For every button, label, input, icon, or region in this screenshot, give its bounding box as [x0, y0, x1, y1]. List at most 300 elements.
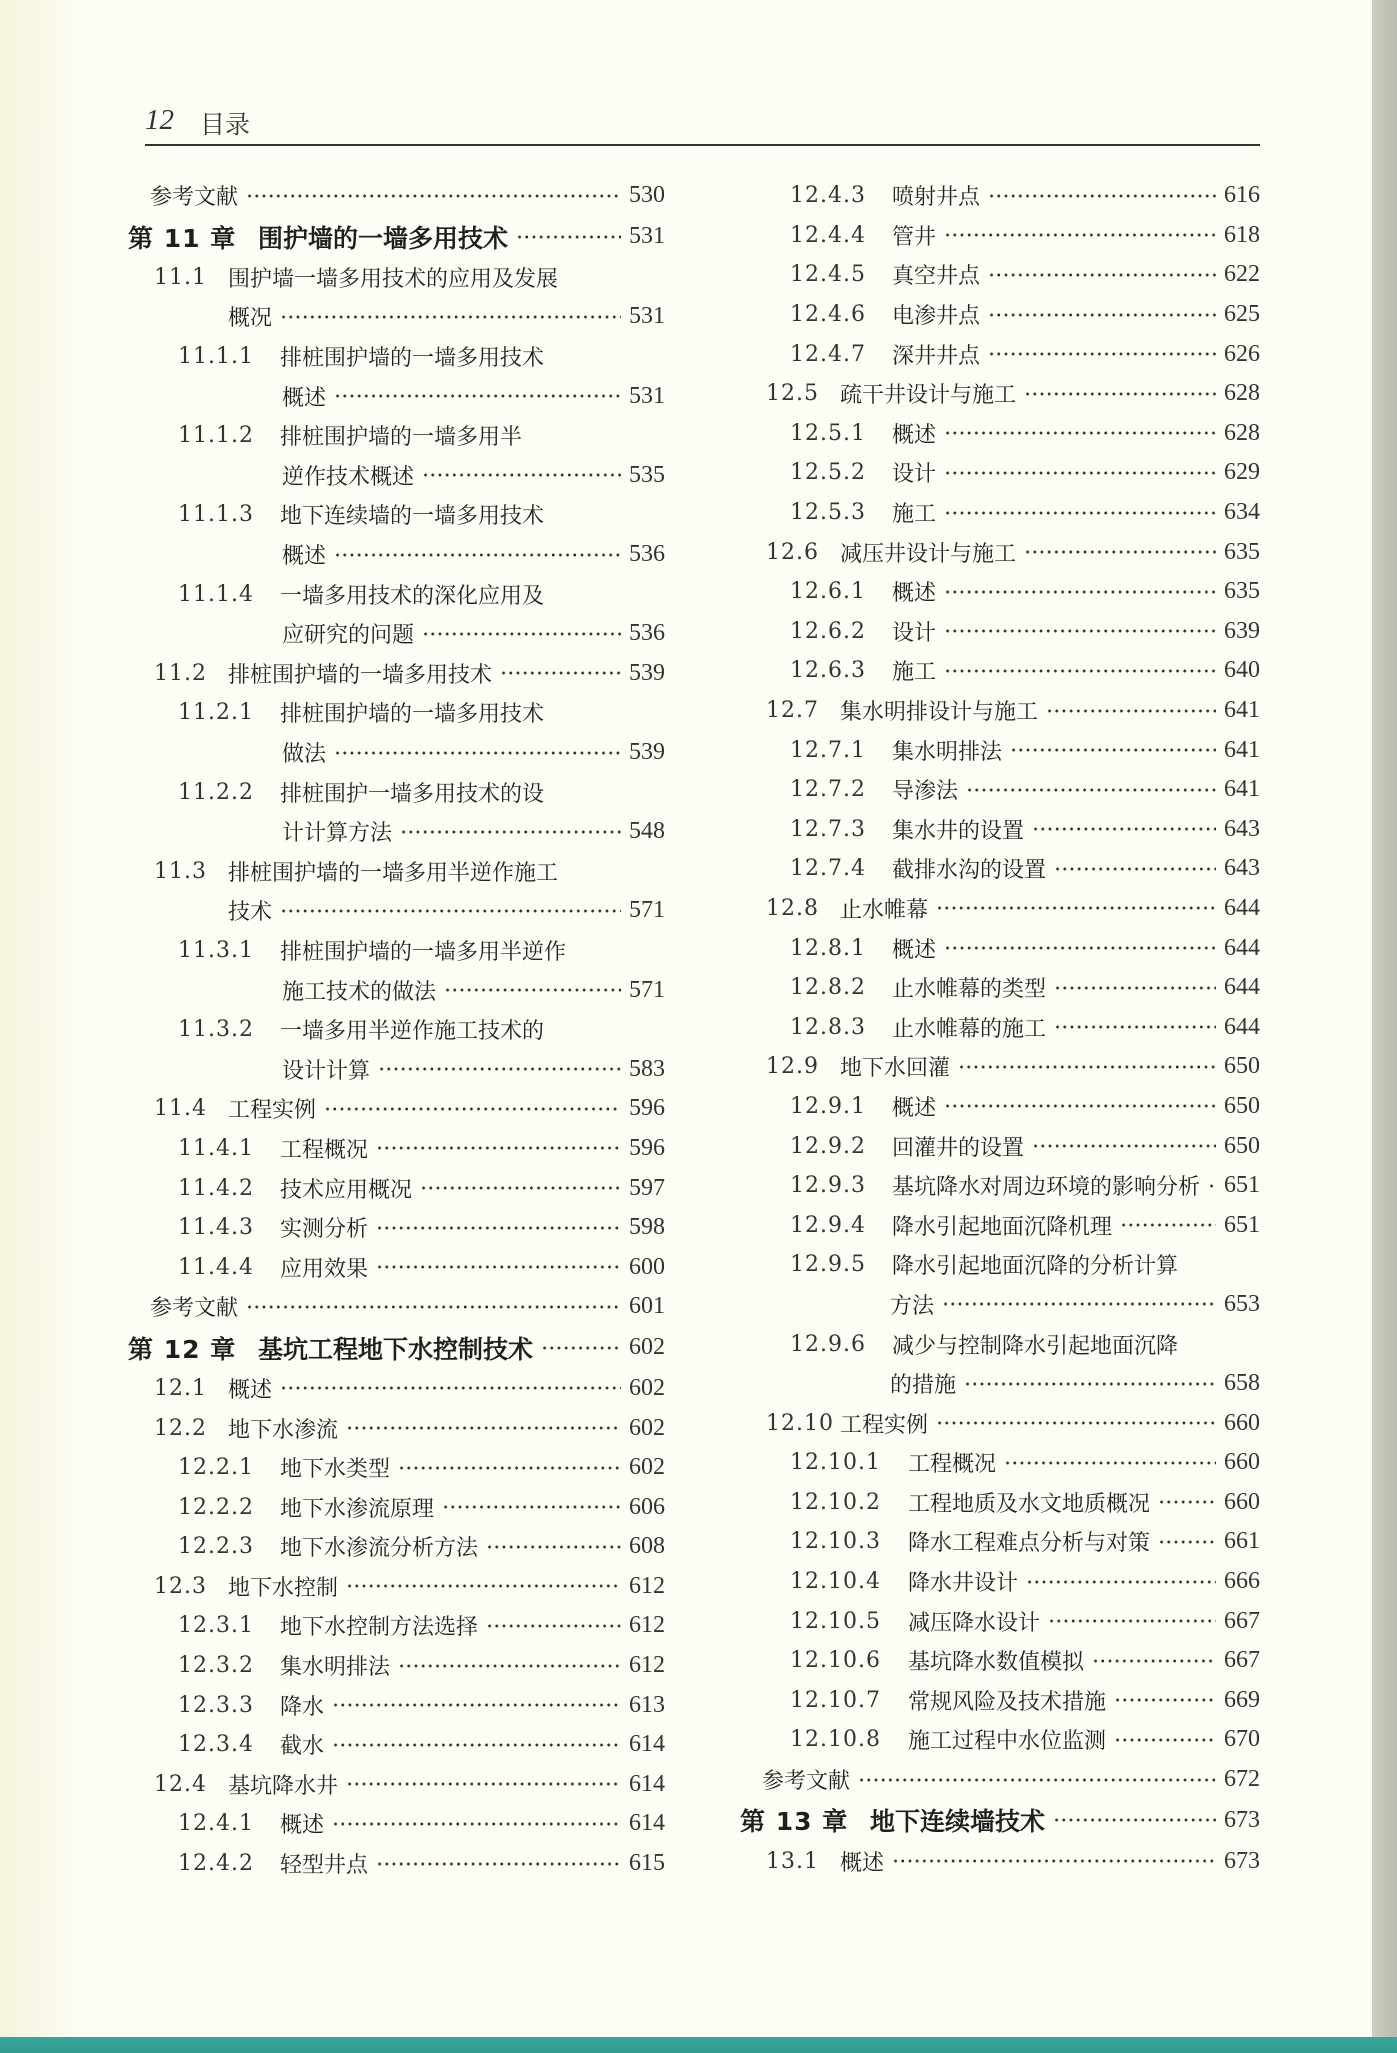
section-title: 设计: [892, 620, 937, 646]
section-number: 12.6.2: [790, 618, 866, 644]
section-title: 集水明排法: [892, 739, 1003, 765]
section-number: 12.10.3: [790, 1529, 881, 1555]
toc-entry[interactable]: [128, 1049, 665, 1089]
page-ref: 643: [1224, 815, 1260, 842]
dot-leader: [420, 1178, 621, 1198]
dot-leader: [1004, 1453, 1216, 1473]
section-title: 地下水渗流原理: [280, 1496, 435, 1522]
page-ref: 615: [629, 1850, 665, 1877]
section-number: 12.10.8: [790, 1727, 881, 1753]
toc-entry[interactable]: [740, 1166, 1260, 1206]
dot-leader: [944, 463, 1216, 483]
toc-entry[interactable]: [128, 1129, 665, 1169]
section-title: 概述: [840, 1850, 885, 1876]
dot-leader: [944, 621, 1216, 641]
section-title: 技术应用概况: [280, 1177, 413, 1203]
dot-leader: [958, 1057, 1216, 1077]
section-title: 真空井点: [892, 264, 981, 290]
section-number: 12.3.4: [178, 1732, 254, 1758]
toc-entry[interactable]: [740, 1205, 1260, 1245]
page-ref: 600: [629, 1253, 665, 1280]
section-title: 基坑工程地下水控制技术: [258, 1334, 534, 1364]
section-number: 11.1: [154, 264, 207, 290]
toc-entry[interactable]: [128, 1369, 665, 1409]
dot-leader: [422, 465, 621, 485]
section-title: 概述: [892, 581, 937, 607]
page-ref: 539: [629, 739, 665, 766]
page-ref: 602: [629, 1414, 665, 1441]
section-title: 的措施: [890, 1373, 957, 1399]
section-title: 电渗井点: [892, 304, 981, 330]
section-title: 逆作技术概述: [282, 464, 415, 490]
toc-entry[interactable]: [740, 1681, 1260, 1721]
running-header: [145, 100, 1260, 146]
toc-entry[interactable]: [740, 849, 1260, 889]
page-ref: 531: [629, 223, 665, 250]
section-title: 排桩围护墙的一墙多用半逆作施工: [228, 860, 559, 886]
page-ref: 672: [1224, 1766, 1260, 1793]
section-number: 12.9: [766, 1054, 819, 1080]
toc-entry[interactable]: [128, 416, 665, 456]
toc-entry[interactable]: [740, 1483, 1260, 1523]
dot-leader: [1032, 819, 1216, 839]
section-title: 止水帷幕的类型: [892, 977, 1047, 1003]
dot-leader: [944, 503, 1216, 523]
toc-entry[interactable]: [740, 1841, 1260, 1881]
toc-entry[interactable]: [740, 414, 1260, 454]
page-ref: 641: [1224, 697, 1260, 724]
section-title: 施工过程中水位监测: [908, 1729, 1107, 1755]
toc-entry[interactable]: [740, 1443, 1260, 1483]
toc-entry[interactable]: [740, 334, 1260, 374]
dot-leader: [944, 1096, 1216, 1116]
page-ref: 598: [629, 1214, 665, 1241]
section-number: 12.9.2: [790, 1133, 866, 1159]
section-number: 12.8.2: [790, 975, 866, 1001]
section-title: 基坑降水井: [228, 1773, 339, 1799]
section-number: 11.1.2: [178, 423, 254, 449]
section-title: 围护墙一墙多用技术的应用及发展: [228, 266, 559, 292]
toc-entry[interactable]: [128, 456, 665, 496]
toc-entry[interactable]: [740, 493, 1260, 533]
toc-entry[interactable]: [740, 176, 1260, 216]
section-title: 常规风险及技术措施: [908, 1689, 1107, 1715]
toc-entry[interactable]: [740, 1245, 1260, 1285]
dot-leader: [378, 1059, 621, 1079]
toc-entry[interactable]: [740, 1324, 1260, 1364]
dot-leader: [422, 624, 621, 644]
toc-entry[interactable]: [128, 376, 665, 416]
toc-entry[interactable]: [128, 812, 665, 852]
toc-entry[interactable]: [740, 770, 1260, 810]
dot-leader: [1054, 978, 1216, 998]
section-title: 导渗法: [892, 779, 959, 805]
section-title: 设计计算: [282, 1058, 371, 1084]
dot-leader: [858, 1770, 1216, 1790]
section-number: 12.3.2: [178, 1653, 254, 1679]
section-title: 截水: [280, 1734, 325, 1760]
section-number: 11.4: [154, 1096, 207, 1122]
page-ref: 651: [1224, 1172, 1260, 1199]
page-ref: 597: [629, 1174, 665, 1201]
dot-leader: [346, 1774, 621, 1794]
section-number: 12.2.1: [178, 1455, 254, 1481]
page-ref: 666: [1224, 1568, 1260, 1595]
toc-entry[interactable]: [128, 1844, 665, 1884]
section-title: 概述: [280, 1813, 325, 1839]
toc-entry[interactable]: [740, 1007, 1260, 1047]
section-number: 12.4.5: [790, 262, 866, 288]
dot-leader: [332, 1814, 621, 1834]
section-number: 12.8.3: [790, 1014, 866, 1040]
dot-leader: [376, 1854, 621, 1874]
section-number: 12.10.5: [790, 1608, 881, 1634]
section-number: 11.4.1: [178, 1135, 254, 1161]
toc-entry[interactable]: [740, 1601, 1260, 1641]
toc-entry[interactable]: [128, 495, 665, 535]
section-title: 计计算方法: [282, 821, 393, 847]
toc-entry[interactable]: [740, 453, 1260, 493]
toc-entry[interactable]: [128, 1487, 665, 1527]
toc-entry[interactable]: [128, 1448, 665, 1488]
section-title: 排桩围护一墙多用技术的设: [280, 781, 545, 807]
dot-leader: [1024, 542, 1216, 562]
section-title: 做法: [282, 742, 327, 768]
toc-entry[interactable]: [740, 255, 1260, 295]
section-number: 11.2.2: [178, 779, 254, 805]
section-number: 12.10: [766, 1410, 834, 1436]
dot-leader: [332, 1695, 621, 1715]
toc-entry[interactable]: [128, 614, 665, 654]
toc-entry[interactable]: [740, 532, 1260, 572]
toc-entry[interactable]: [740, 1641, 1260, 1681]
dot-leader: [500, 663, 621, 683]
toc-entry[interactable]: [740, 1522, 1260, 1562]
page-ref: 614: [629, 1810, 665, 1837]
dot-leader: [280, 307, 621, 327]
toc-entry[interactable]: [740, 1087, 1260, 1127]
section-number: 12.4.2: [178, 1851, 254, 1877]
toc-entry[interactable]: [128, 535, 665, 575]
section-title: 减压井设计与施工: [840, 541, 1017, 567]
dot-leader: [400, 822, 621, 842]
toc-entry[interactable]: [128, 693, 665, 733]
section-title: 轻型井点: [280, 1853, 369, 1879]
toc-entry[interactable]: [740, 889, 1260, 929]
toc-entry[interactable]: [740, 374, 1260, 414]
section-number: 12.9.6: [790, 1331, 866, 1357]
dot-leader: [942, 1294, 1216, 1314]
toc-entry[interactable]: [128, 1725, 665, 1765]
page-ref: 596: [629, 1134, 665, 1161]
section-number: 12.6.3: [790, 658, 866, 684]
section-number: 11.1.1: [178, 344, 254, 370]
dot-leader: [1120, 1215, 1216, 1235]
page-ref: 614: [629, 1731, 665, 1758]
dot-leader: [486, 1537, 621, 1557]
toc-entry[interactable]: [128, 1685, 665, 1725]
section-title: 应用效果: [280, 1256, 369, 1282]
page-ref: 608: [629, 1533, 665, 1560]
section-number: 12.10.6: [790, 1648, 881, 1674]
section-title: 参考文献: [150, 1296, 239, 1322]
header-title: 目录: [200, 110, 251, 139]
toc-entry[interactable]: [740, 216, 1260, 256]
section-title: 排桩围护墙的一墙多用半: [280, 425, 523, 451]
section-title: 喷射井点: [892, 185, 981, 211]
section-number: 11.1.3: [178, 502, 254, 528]
dot-leader: [988, 186, 1216, 206]
section-number: 12.4: [154, 1771, 207, 1797]
section-number: 12.4.3: [790, 183, 866, 209]
section-number: 12.10.4: [790, 1569, 881, 1595]
toc-entry[interactable]: [128, 337, 665, 377]
page-ref: 650: [1224, 1132, 1260, 1159]
dot-leader: [346, 1576, 621, 1596]
dot-leader: [246, 1297, 621, 1317]
toc-entry[interactable]: [128, 1408, 665, 1448]
toc-entry[interactable]: [128, 1765, 665, 1805]
section-title: 围护墙的一墙多用技术: [258, 223, 509, 253]
toc-entry[interactable]: [128, 176, 665, 216]
section-title: 基坑降水数值模拟: [908, 1650, 1085, 1676]
section-title: 地下水渗流分析方法: [280, 1536, 479, 1562]
toc-entry[interactable]: [128, 654, 665, 694]
toc-entry[interactable]: [740, 730, 1260, 770]
toc-entry[interactable]: [128, 1247, 665, 1287]
dot-leader: [346, 1418, 621, 1438]
section-number: 11.2.1: [178, 700, 254, 726]
section-number: 第 11 章: [128, 223, 237, 253]
section-number: 11.3: [154, 858, 207, 884]
dot-leader: [944, 582, 1216, 602]
section-number: 12.7.2: [790, 777, 866, 803]
toc-entry[interactable]: [128, 1287, 665, 1327]
dot-leader: [376, 1218, 621, 1238]
page-ref: 644: [1224, 974, 1260, 1001]
dot-leader: [280, 1378, 621, 1398]
section-title: 概述: [282, 544, 327, 570]
section-number: 12.8.1: [790, 935, 866, 961]
section-title: 排桩围护墙的一墙多用半逆作: [280, 939, 567, 965]
dot-leader: [376, 1138, 621, 1158]
toc-entry[interactable]: [128, 1208, 665, 1248]
page-ref: 602: [629, 1334, 665, 1361]
toc-entry[interactable]: [740, 572, 1260, 612]
page-ref: 625: [1224, 301, 1260, 328]
toc-entry[interactable]: [740, 1285, 1260, 1325]
section-title: 参考文献: [150, 185, 239, 211]
section-title: 疏干井设计与施工: [840, 383, 1017, 409]
section-title: 排桩围护墙的一墙多用技术: [228, 662, 493, 688]
toc-entry[interactable]: [128, 574, 665, 614]
toc-entry[interactable]: [128, 970, 665, 1010]
dot-leader: [944, 938, 1216, 958]
section-title: 实测分析: [280, 1217, 369, 1243]
section-number: 12.5.1: [790, 420, 866, 446]
dot-leader: [1032, 1136, 1216, 1156]
page-ref: 673: [1224, 1847, 1260, 1874]
page-ref: 635: [1224, 578, 1260, 605]
dot-leader: [1092, 1651, 1216, 1671]
dot-leader: [398, 1656, 621, 1676]
toc-left-column: [128, 176, 665, 1883]
section-title: 管井: [892, 224, 937, 250]
toc-entry[interactable]: [128, 733, 665, 773]
page-ref: 670: [1224, 1726, 1260, 1753]
page-ref: 596: [629, 1095, 665, 1122]
toc-entry[interactable]: [740, 968, 1260, 1008]
section-number: 12.9.5: [790, 1252, 866, 1278]
section-number: 12.10.2: [790, 1489, 881, 1515]
section-title: 地下水控制: [228, 1575, 339, 1601]
toc-entry[interactable]: [740, 1720, 1260, 1760]
page-ref: 536: [629, 620, 665, 647]
toc-entry[interactable]: [128, 1168, 665, 1208]
toc-entry[interactable]: [128, 297, 665, 337]
page-ref: 612: [629, 1652, 665, 1679]
page-ref: 548: [629, 818, 665, 845]
page-ref: 644: [1224, 934, 1260, 961]
section-title: 降水井设计: [908, 1571, 1019, 1597]
section-title: 降水: [280, 1694, 325, 1720]
toc-entry[interactable]: [740, 295, 1260, 335]
section-title: 减压降水设计: [908, 1610, 1041, 1636]
section-number: 11.1.4: [178, 581, 254, 607]
dot-leader: [1054, 859, 1216, 879]
page-ref: 634: [1224, 499, 1260, 526]
section-title: 降水引起地面沉降机理: [892, 1214, 1113, 1240]
section-title: 工程地质及水文地质概况: [908, 1491, 1151, 1517]
dot-leader: [988, 265, 1216, 285]
section-number: 12.10.7: [790, 1687, 881, 1713]
page-ref: 667: [1224, 1607, 1260, 1634]
section-number: 12.8: [766, 895, 819, 921]
section-title: 参考文献: [762, 1769, 851, 1795]
dot-leader: [988, 344, 1216, 364]
toc-entry[interactable]: [128, 1010, 665, 1050]
dot-leader: [1054, 1017, 1216, 1037]
toc-entry[interactable]: [740, 1364, 1260, 1404]
page-ref: 644: [1224, 894, 1260, 921]
toc-right-column: [740, 176, 1260, 1881]
dot-leader: [936, 1413, 1216, 1433]
section-title: 概述: [282, 385, 327, 411]
dot-leader: [541, 1338, 621, 1358]
dot-leader: [944, 225, 1216, 245]
section-number: 12.7: [766, 698, 819, 724]
page-ref: 618: [1224, 221, 1260, 248]
section-title: 施工: [892, 502, 937, 528]
page-ref: 650: [1224, 1053, 1260, 1080]
toc-entry[interactable]: [128, 931, 665, 971]
cover-edge-strip: [0, 2037, 1397, 2053]
section-number: 11.4.2: [178, 1175, 254, 1201]
toc-entry[interactable]: [740, 1562, 1260, 1602]
page-ref: 650: [1224, 1092, 1260, 1119]
toc-entry[interactable]: [740, 1126, 1260, 1166]
dot-leader: [1158, 1532, 1216, 1552]
section-title: 排桩围护墙的一墙多用技术: [280, 346, 545, 372]
section-title: 止水帷幕的施工: [892, 1016, 1047, 1042]
toc-entry[interactable]: [128, 1567, 665, 1607]
section-title: 基坑降水对周边环境的影响分析: [892, 1175, 1201, 1201]
section-title: 设计: [892, 462, 937, 488]
page-ref: 641: [1224, 776, 1260, 803]
section-title: 地下水控制方法选择: [280, 1615, 479, 1641]
dot-leader: [936, 898, 1216, 918]
page-ref: 606: [629, 1493, 665, 1520]
page-ref: 614: [629, 1770, 665, 1797]
toc-entry[interactable]: [128, 852, 665, 892]
page-ref: 653: [1224, 1290, 1260, 1317]
dot-leader: [1158, 1492, 1216, 1512]
toc-entry[interactable]: [128, 1089, 665, 1129]
page-ref: 641: [1224, 736, 1260, 763]
section-number: 12.7.3: [790, 816, 866, 842]
section-title: 止水帷幕: [840, 897, 929, 923]
page-ref: 667: [1224, 1647, 1260, 1674]
dot-leader: [486, 1616, 621, 1636]
page-ref: 661: [1224, 1528, 1260, 1555]
page-ref: 673: [1224, 1806, 1260, 1833]
section-number: 11.3.1: [178, 937, 254, 963]
section-number: 12.4.7: [790, 341, 866, 367]
dot-leader: [324, 1099, 621, 1119]
page-number: 12: [145, 104, 174, 136]
toc-entry[interactable]: [740, 928, 1260, 968]
section-number: 12.3.1: [178, 1613, 254, 1639]
section-number: 第 12 章: [128, 1334, 237, 1364]
toc-entry[interactable]: [740, 1403, 1260, 1443]
toc-entry[interactable]: [128, 1804, 665, 1844]
toc-entry[interactable]: [128, 1527, 665, 1567]
page-ref: 626: [1224, 340, 1260, 367]
toc-entry[interactable]: [740, 691, 1260, 731]
section-number: 12.9.3: [790, 1173, 866, 1199]
toc-entry[interactable]: [128, 258, 665, 298]
toc-entry[interactable]: [128, 1606, 665, 1646]
section-number: 12.2: [154, 1415, 207, 1441]
section-title: 减少与控制降水引起地面沉降: [892, 1333, 1179, 1359]
toc-entry[interactable]: [740, 1047, 1260, 1087]
toc-entry[interactable]: [740, 1760, 1260, 1800]
section-number: 12.3.3: [178, 1692, 254, 1718]
dot-leader: [1208, 1176, 1216, 1196]
section-number: 12.5: [766, 381, 819, 407]
toc-entry[interactable]: [128, 891, 665, 931]
page-ref: 571: [629, 897, 665, 924]
page-ref: 669: [1224, 1686, 1260, 1713]
toc-entry[interactable]: [740, 810, 1260, 850]
section-title: 技术: [228, 900, 273, 926]
toc-chapter-entry[interactable]: [128, 216, 665, 258]
section-title: 集水明排法: [280, 1655, 391, 1681]
toc-entry[interactable]: [128, 1646, 665, 1686]
section-number: 12.1: [154, 1375, 207, 1401]
page-ref: 536: [629, 541, 665, 568]
toc-entry[interactable]: [128, 772, 665, 812]
toc-chapter-entry[interactable]: [740, 1799, 1260, 1841]
toc-chapter-entry[interactable]: [128, 1327, 665, 1369]
section-number: 12.5.2: [790, 460, 866, 486]
section-number: 12.9.1: [790, 1093, 866, 1119]
toc-entry[interactable]: [740, 612, 1260, 652]
page-edge-right: [1372, 0, 1397, 2040]
section-title: 施工: [892, 660, 937, 686]
toc-entry[interactable]: [740, 651, 1260, 691]
page-ref: 613: [629, 1691, 665, 1718]
